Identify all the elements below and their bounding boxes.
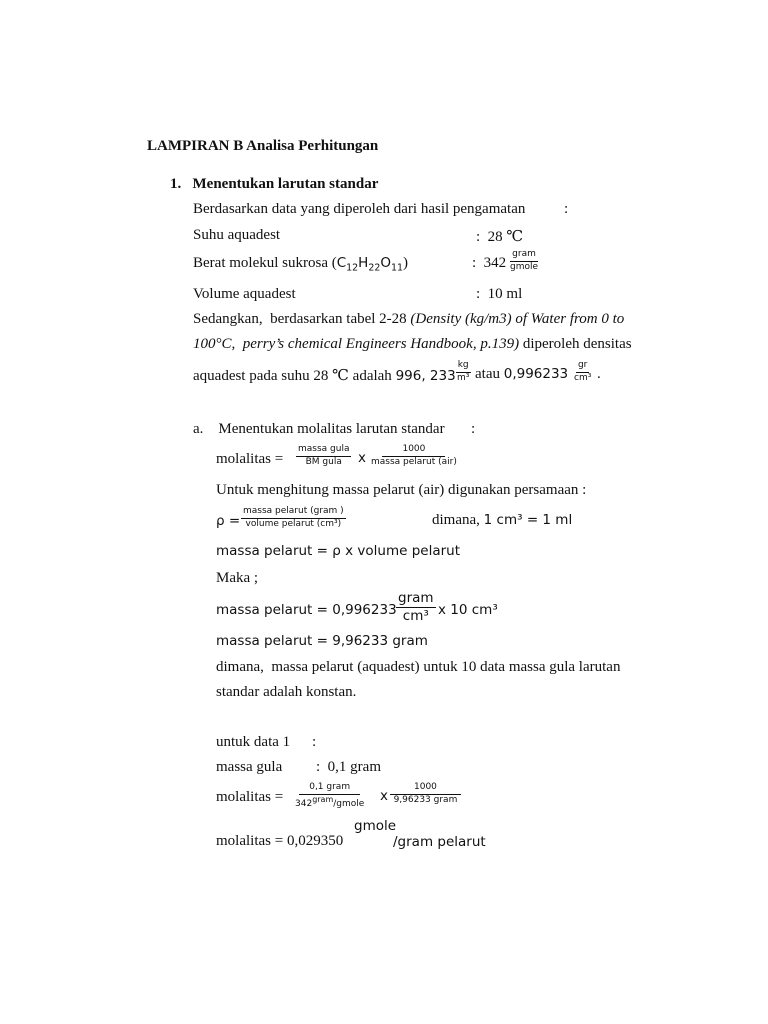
- data1-f1-num: 0,1 gram: [299, 783, 360, 795]
- massa-gula-label: massa gula: [216, 759, 283, 775]
- molal-f1-den: BM gula: [305, 456, 342, 467]
- data1-result: molalitas = 0,029350: [216, 833, 344, 849]
- suhu-value: : 28 ℃: [476, 229, 524, 245]
- rho-num: massa pelarut (gram ): [241, 507, 346, 519]
- vol-value: : 10 ml: [476, 286, 523, 302]
- density-line-3-text: aquadest pada suhu 28 ℃ adalah: [193, 368, 396, 384]
- data1-times: x: [380, 788, 388, 804]
- dimana-equation: 1 cm³ = 1 ml: [483, 512, 573, 528]
- molal-f2-num: 1000: [382, 445, 445, 457]
- density-line-2-text: diperoleh densitas: [519, 336, 632, 352]
- molal-f1-num: massa gula: [296, 445, 351, 457]
- massa-pelarut-calc-b: x 10 cm³: [438, 602, 498, 618]
- sub-a-colon: :: [471, 421, 476, 437]
- maka-text: Maka ;: [216, 570, 259, 586]
- bm-unit-fraction: [508, 250, 540, 273]
- sucrose-formula: $C_{12}H_{22}O_{11}$: [336, 255, 403, 274]
- density-unit-gr-den: cm³: [574, 372, 592, 383]
- density-line-3-end: .: [597, 366, 601, 382]
- density-unit-gr-fraction: [572, 361, 593, 384]
- suhu-label: Suhu aquadest: [193, 227, 281, 243]
- dimana-eq: [432, 512, 572, 529]
- bm-unit-num: gram: [510, 250, 538, 262]
- density-line-1: [193, 311, 624, 328]
- molal-times: x: [358, 450, 366, 466]
- massa-pelarut-unit-den: cm³: [402, 607, 429, 624]
- data1-result-unit-sup: gmole: [354, 818, 397, 834]
- massa-pelarut-calc-a: massa pelarut = 0,996233: [216, 602, 397, 618]
- density-unit-kg-den: m³: [457, 372, 470, 383]
- molal-fraction-2: [369, 445, 459, 468]
- density-unit-kg-fraction: [455, 361, 471, 384]
- vol-label: Volume aquadest: [193, 286, 296, 302]
- bm-label-text: Berat molekul sukrosa (: [193, 255, 337, 271]
- density-line-3a: [193, 366, 456, 385]
- bm-label: [193, 255, 408, 274]
- density-value-kg: 996, 233: [395, 368, 456, 384]
- data1-fraction-2: [390, 783, 461, 806]
- data1-molal-label: molalitas =: [216, 789, 284, 805]
- density-unit-kg-num: kg: [456, 361, 471, 373]
- sub-a-heading: a. Menentukan molalitas larutan standar: [193, 421, 445, 437]
- molal-fraction-1: [296, 445, 351, 468]
- bm-value: : 342: [472, 255, 507, 271]
- rho-fraction: [241, 507, 346, 530]
- density-atau: atau: [475, 366, 504, 382]
- massa-pelarut-unit-num: gram: [398, 590, 434, 606]
- dimana-text: dimana,: [432, 512, 484, 528]
- data1-colon: :: [312, 734, 317, 750]
- density-line-1-text: Sedangkan, berdasarkan tabel 2-28: [193, 311, 411, 327]
- data1-fraction-1: [293, 783, 366, 810]
- standar-text: standar adalah konstan.: [216, 684, 357, 700]
- data1-label: untuk data 1: [216, 734, 291, 750]
- density-unit-gr-num: gr: [576, 361, 589, 373]
- bm-unit-den: gmole: [510, 261, 539, 272]
- data1-result-unit-b: /gram pelarut: [393, 834, 486, 850]
- data1-f1-den-a: 342: [295, 798, 313, 809]
- dimana2-text: dimana, massa pelarut (aquadest) untuk 10 data massa gula larutan: [216, 659, 621, 675]
- data1-f2-num: 1000: [390, 783, 461, 795]
- section-heading: 1. Menentukan larutan standar: [170, 176, 379, 192]
- massa-gula-value: : 0,1 gram: [316, 759, 381, 775]
- persamaan-text: Untuk menghitung massa pelarut (air) digunakan persamaan :: [216, 482, 587, 498]
- density-line-1-italic: (Density (kg/m3) of Water from 0 to: [410, 311, 625, 327]
- page-title: LAMPIRAN B Analisa Perhitungan: [147, 138, 379, 154]
- massa-pelarut-unit-fraction: [396, 591, 436, 624]
- density-value-gr: 0,996233: [503, 366, 569, 382]
- density-line-2-italic: 100°C, perry’s chemical Engineers Handbook, p.139): [193, 336, 520, 352]
- molal-formula-label: molalitas =: [216, 451, 284, 467]
- density-line-3b: [475, 366, 568, 383]
- data1-f1-den: [293, 795, 366, 810]
- data1-f1-den-b: /gmole: [333, 798, 365, 809]
- molal-f2-den: massa pelarut (air): [371, 456, 457, 467]
- rho-label: ρ =: [216, 513, 241, 529]
- massa-pelarut-result: massa pelarut = 9,96233 gram: [216, 633, 428, 649]
- intro-text: Berdasarkan data yang diperoleh dari hasil pengamatan: [193, 201, 526, 217]
- bm-close: ): [403, 255, 408, 271]
- rho-den: volume pelarut (cm³): [245, 518, 342, 529]
- data1-f2-den: 9,96233 gram: [393, 794, 458, 805]
- density-line-2: [193, 336, 632, 353]
- intro-colon: :: [564, 201, 569, 217]
- massa-pelarut-eq: massa pelarut = ρ x volume pelarut: [216, 543, 460, 559]
- data1-f1-den-sup: gram: [312, 794, 334, 804]
